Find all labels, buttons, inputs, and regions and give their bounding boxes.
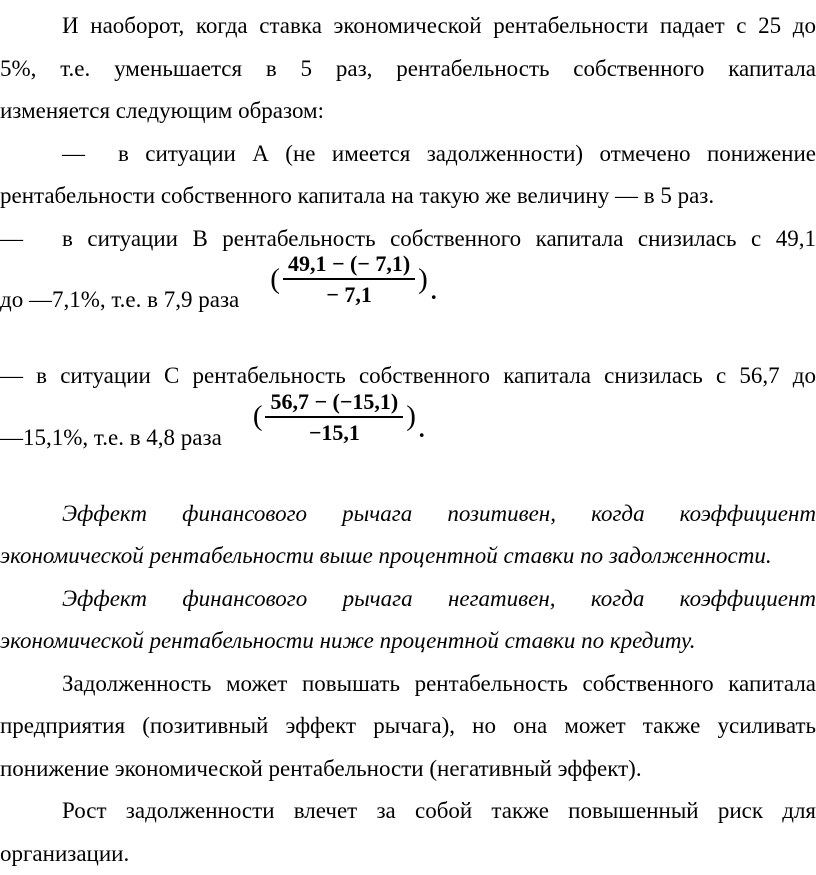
paragraph-intro [0,5,816,133]
text-line: организации. [0,833,816,875]
paragraph-debt-effect [0,663,816,791]
text-line: экономической рентабельности выше процентной ставки по задолженности. [0,535,816,578]
text-line: экономической рентабельности ниже процентной ставки по кредиту. [0,620,816,663]
formula-open-paren: ( [267,263,283,296]
text-line: Эффект финансового рычага позитивен, когда коэффициент [0,493,816,536]
list-item-situation-b [0,218,816,356]
fraction-numerator: 49,1 − (− 7,1) [283,251,415,280]
formula-line-text: —15,1%, т.е. в 4,8 раза [0,425,222,451]
list-dash: — [0,218,62,261]
text-line: изменяется следующим образом: [0,90,816,133]
text-line: понижение экономической рентабельности (негативный эффект). [0,748,816,791]
text-line: И наоборот, когда ставка экономической рентабельности падает с 25 до [0,5,816,48]
formula-period: . [431,279,437,307]
formula-fraction-image [267,251,436,307]
text-line: рентабельности собственного капитала на такую же величину — в 5 раз. [0,175,816,218]
formula-line-text: до —7,1%, т.е. в 7,9 раза [0,287,239,313]
text-line: — в ситуации С рентабельность собственного капитала снизилась с 56,7 до [0,355,816,398]
list-item-situation-a [0,133,816,218]
fraction-numerator: 56,7 − (−15,1) [265,389,403,418]
fraction-denominator: −15,1 [309,418,360,445]
paragraph-risk [0,790,816,875]
formula-close-paren: ) [403,400,419,433]
formula-open-paren: ( [250,400,266,433]
list-dash: — [62,133,118,176]
formula-close-paren: ) [415,263,431,296]
text-line: 5%, т.е. уменьшается в 5 раз, рентабельность собственного капитала [0,48,816,91]
text-line [0,133,816,176]
list-item-text: в ситуации А (не имеется задолженности) отмечено понижение [118,141,816,166]
list-item-text: в ситуации В рентабельность собственного капитала снизилась с 49,1 [62,226,816,251]
formula-line [0,398,816,493]
fraction [283,251,415,307]
paragraph-leverage-negative [0,578,816,663]
fraction-denominator: − 7,1 [326,280,372,307]
text-line: Рост задолженности влечет за собой также повышенный риск для [0,790,816,833]
text-line: Эффект финансового рычага негативен, когда коэффициент [0,578,816,621]
text-line: Задолженность может повышать рентабельность собственного капитала [0,663,816,706]
formula-period: . [419,417,425,445]
paragraph-leverage-positive [0,493,816,578]
formula-line [0,260,816,355]
text-line: предприятия (позитивный эффект рычага), но она может также усиливать [0,705,816,748]
fraction [265,389,403,445]
list-item-situation-c [0,355,816,493]
formula-fraction-image [250,389,425,445]
